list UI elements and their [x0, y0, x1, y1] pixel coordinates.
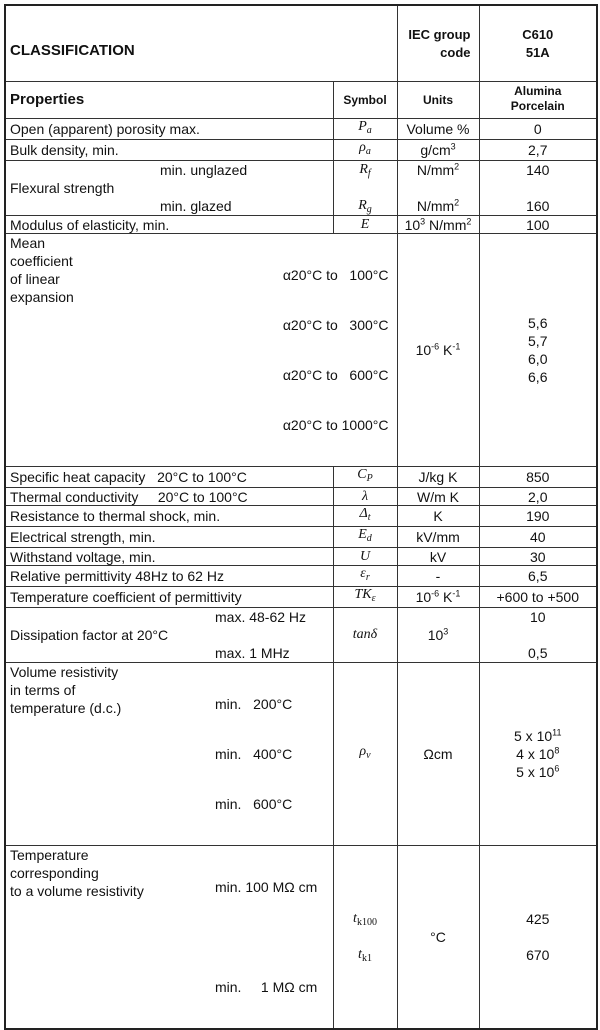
units: Volume %: [397, 119, 479, 140]
symbol: $R_f$ $R_g$: [333, 161, 397, 216]
classification-table: [4, 4, 598, 1030]
group-code: [479, 5, 597, 82]
property-label: [5, 161, 333, 216]
table-row-thermal-conductivity: [5, 488, 597, 506]
units: $10^{-6}$ $K^{-1}$: [397, 234, 479, 467]
iec-group-code-label: [397, 5, 479, 82]
resistivity-label-2: in terms of: [10, 682, 76, 698]
value: 850: [479, 467, 597, 488]
units: $10^{-6}$ $K^{-1}$: [397, 587, 479, 608]
col-header-symbol: Symbol: [333, 82, 397, 119]
value: +600 to +500: [479, 587, 597, 608]
units: K: [397, 506, 479, 527]
resistivity-cond-2: min. 400°C: [215, 746, 293, 762]
symbol: $\varepsilon_r$: [333, 566, 397, 587]
table-row-thermal-shock: [5, 506, 597, 527]
units: $g/cm^3$: [397, 140, 479, 161]
property-label: [5, 608, 333, 663]
value: 2,0: [479, 488, 597, 506]
temp-res-cond-2: min. 1 MΩ cm: [215, 979, 318, 995]
symbol: $\Delta_t$: [333, 506, 397, 527]
group-code-line1: C610: [522, 26, 554, 42]
expansion-range-3: α20°C to 600°C: [282, 367, 389, 383]
iec-label-line1: IEC group: [408, 26, 471, 42]
header-row-classification: [5, 5, 597, 82]
expansion-label-2: coefficient: [10, 253, 73, 269]
property-label: [5, 234, 397, 467]
symbol: λ: [333, 488, 397, 506]
col-header-material: [479, 82, 597, 119]
value: 6,5: [479, 566, 597, 587]
table-row-bulk-density: [5, 140, 597, 161]
table-row-temp-resistivity: [5, 846, 597, 1030]
property-label: Open (apparent) porosity max.: [5, 119, 333, 140]
units: J/kg K: [397, 467, 479, 488]
symbol: $E_d$: [333, 527, 397, 548]
table-row-thermal-expansion: [5, 234, 597, 467]
property-label: Withstand voltage, min.: [5, 548, 333, 566]
symbol: E: [333, 216, 397, 234]
resistivity-label-1: Volume resistivity: [10, 664, 119, 680]
resistivity-cond-1: min. 200°C: [215, 696, 293, 712]
property-label: Relative permittivity 48Hz to 62 Hz: [5, 566, 333, 587]
expansion-range-1: α20°C to 100°C: [282, 267, 389, 283]
symbol: $\rho_a$: [333, 140, 397, 161]
dissipation-label: Dissipation factor at 20°C: [10, 627, 169, 643]
property-label: Thermal conductivity 20°C to 100°C: [5, 488, 333, 506]
table-row-dissipation-factor: [5, 608, 597, 663]
value: 10 0,5: [479, 608, 597, 663]
symbol: $\rho_v$: [333, 663, 397, 846]
units: $N/mm^2$ $N/mm^2$: [397, 161, 479, 216]
value: 425 670: [479, 846, 597, 1030]
resistivity-cond-3: min. 600°C: [215, 796, 293, 812]
value: 190: [479, 506, 597, 527]
value: 30: [479, 548, 597, 566]
flexural-label: Flexural strength: [10, 180, 115, 196]
units: Ωcm: [397, 663, 479, 846]
table-row-permittivity: [5, 566, 597, 587]
units: kV: [397, 548, 479, 566]
property-label: Specific heat capacity 20°C to 100°C: [5, 467, 333, 488]
units: kV/mm: [397, 527, 479, 548]
symbol: $C_P$: [333, 467, 397, 488]
symbol: $TK_\varepsilon$: [333, 587, 397, 608]
value: 5,6 5,7 6,0 6,6: [479, 234, 597, 467]
property-label: Electrical strength, min.: [5, 527, 333, 548]
value: 5 x $10^{11}$ 4 x $10^8$ 5 x $10^6$: [479, 663, 597, 846]
table-row-flexural-strength: [5, 161, 597, 216]
dissipation-sub1: max. 48-62 Hz: [215, 609, 307, 625]
table-row-electrical-strength: [5, 527, 597, 548]
expansion-label-3: of linear: [10, 271, 60, 287]
dissipation-sub2: max. 1 MHz: [215, 645, 290, 661]
property-label: Bulk density, min.: [5, 140, 333, 161]
temp-res-label-2: corresponding: [10, 865, 99, 881]
symbol: $t_{k100}$ $t_{k1}$: [333, 846, 397, 1030]
material-line2: Porcelain: [510, 99, 565, 113]
temp-res-label-1: Temperature: [10, 847, 89, 863]
property-label: [5, 846, 333, 1030]
property-label: [5, 663, 333, 846]
col-header-properties: Properties: [5, 82, 333, 119]
expansion-label-4: expansion: [10, 289, 74, 305]
material-line1: Alumina: [514, 84, 562, 98]
units: °C: [397, 846, 479, 1030]
symbol: U: [333, 548, 397, 566]
value: 100: [479, 216, 597, 234]
value: 40: [479, 527, 597, 548]
temp-res-label-3: to a volume resistivity: [10, 883, 144, 899]
flexural-unglazed-label: min. unglazed: [160, 162, 248, 178]
header-row-columns: [5, 82, 597, 119]
table-row-porosity: [5, 119, 597, 140]
property-label: Resistance to thermal shock, min.: [5, 506, 333, 527]
classification-title: CLASSIFICATION: [5, 5, 397, 82]
table-row-heat-capacity: [5, 467, 597, 488]
expansion-range-2: α20°C to 300°C: [282, 317, 389, 333]
table-row-temp-coefficient: [5, 587, 597, 608]
iec-label-line2: code: [440, 44, 471, 60]
col-header-units: Units: [397, 82, 479, 119]
value: 140 160: [479, 161, 597, 216]
symbol: $P_a$: [333, 119, 397, 140]
units: W/m K: [397, 488, 479, 506]
flexural-glazed-label: min. glazed: [160, 198, 232, 214]
value: 2,7: [479, 140, 597, 161]
expansion-range-4: α20°C to 1000°C: [282, 417, 389, 433]
symbol: tanδ: [333, 608, 397, 663]
resistivity-label-3: temperature (d.c.): [10, 700, 122, 716]
table-row-modulus: [5, 216, 597, 234]
units: $10^3$: [397, 608, 479, 663]
property-label: Temperature coefficient of permittivity: [5, 587, 333, 608]
units: $10^3$ $N/mm^2$: [397, 216, 479, 234]
expansion-label-1: Mean: [10, 235, 46, 251]
temp-res-cond-1: min. 100 MΩ cm: [215, 879, 318, 895]
table-row-withstand-voltage: [5, 548, 597, 566]
group-code-line2: 51A: [525, 44, 550, 60]
value: 0: [479, 119, 597, 140]
property-label: Modulus of elasticity, min.: [5, 216, 333, 234]
table-row-volume-resistivity: [5, 663, 597, 846]
units: -: [397, 566, 479, 587]
